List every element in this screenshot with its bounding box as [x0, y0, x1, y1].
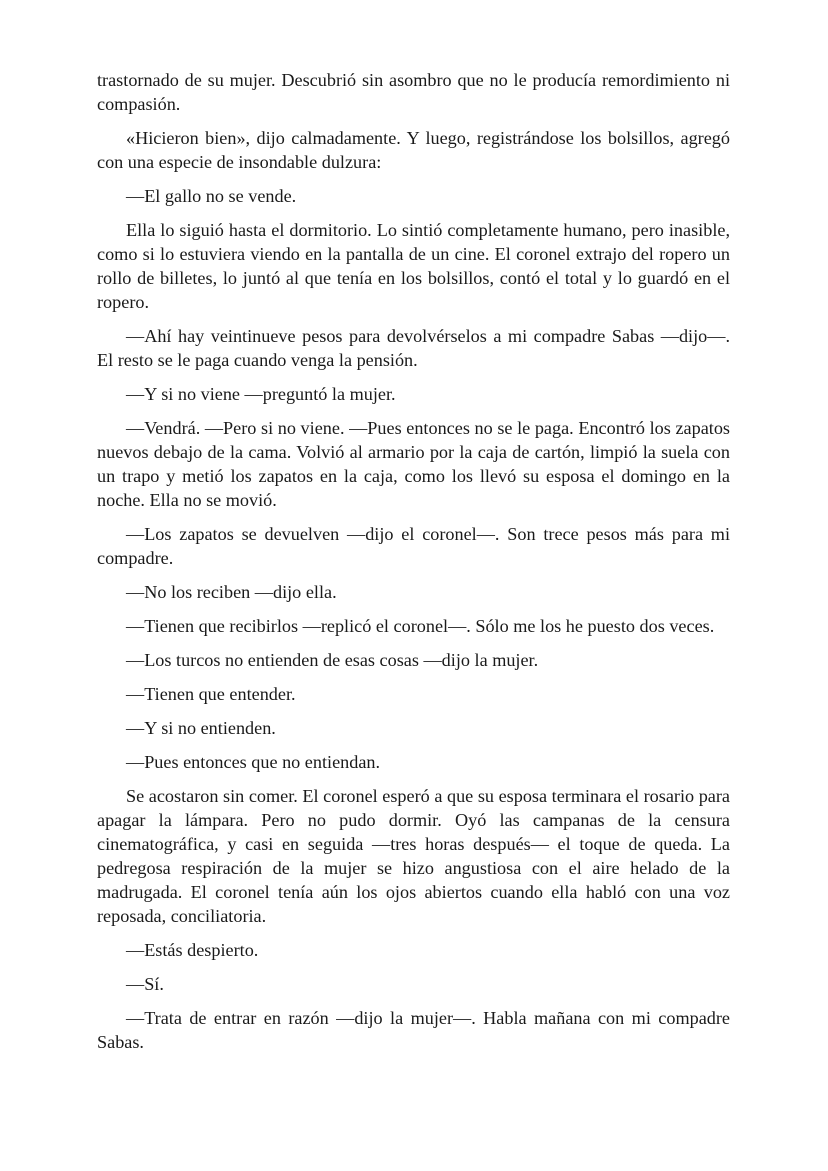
paragraph-dialogue: —Vendrá. —Pero si no viene. —Pues entonces no se le paga. Encontró los zapatos nuevos debajo de la cama. Volvió al armario por la caja de cartón, limpió la suela con un trapo y metió los zapatos en la caja, como los llevó su esposa el domingo en la noche. Ella no se movió. — [97, 418, 730, 510]
paragraph-dialogue: —Sí. — [126, 974, 164, 994]
paragraph: Ella lo siguió hasta el dormitorio. Lo sintió completamente humano, pero inasible, como si lo estuviera viendo en la pantalla de un cine. El coronel extrajo del ropero un rollo de billetes, lo juntó al que tenía en los bolsillos, contó el total y lo guardó en el ropero. — [97, 220, 730, 312]
paragraph-dialogue: —Los zapatos se devuelven —dijo el coronel—. Son trece pesos más para mi compadre. — [97, 524, 730, 568]
paragraph: «Hicieron bien», dijo calmadamente. Y luego, registrándose los bolsillos, agregó con una especie de insondable dulzura: — [97, 128, 730, 172]
paragraph-dialogue: —Ahí hay veintinueve pesos para devolvérselos a mi compadre Sabas —dijo—. El resto se le paga cuando venga la pensión. — [97, 326, 730, 370]
paragraph-continuation: trastornado de su mujer. Descubrió sin asombro que no le producía remordimiento ni compasión. — [97, 70, 730, 114]
paragraph-dialogue: —Los turcos no entienden de esas cosas —dijo la mujer. — [126, 650, 539, 670]
paragraph-dialogue: —Trata de entrar en razón —dijo la mujer—. Habla mañana con mi compadre Sabas. — [97, 1008, 730, 1052]
paragraph-dialogue: —Tienen que recibirlos —replicó el coronel—. Sólo me los he puesto dos veces. — [126, 616, 715, 636]
paragraph-dialogue: —El gallo no se vende. — [126, 186, 297, 206]
paragraph-dialogue: —No los reciben —dijo ella. — [126, 582, 337, 602]
paragraph-dialogue: —Y si no viene —preguntó la mujer. — [126, 384, 396, 404]
paragraph-dialogue: —Tienen que entender. — [126, 684, 296, 704]
paragraph-dialogue: —Pues entonces que no entiendan. — [126, 752, 381, 772]
paragraph: Se acostaron sin comer. El coronel esperó a que su esposa terminara el rosario para apagar la lámpara. Pero no pudo dormir. Oyó las campanas de la censura cinematográfica, y casi en seguida —tres horas después— el toque de queda. La pedregosa respiración de la mujer se hizo angustiosa con el aire helado de la madrugada. El coronel tenía aún los ojos abiertos cuando ella habló con una voz reposada, conciliatoria. — [97, 786, 730, 926]
book-page — [97, 68, 730, 1064]
paragraph-dialogue: —Y si no entienden. — [126, 718, 276, 738]
paragraph-dialogue: —Estás despierto. — [126, 940, 259, 960]
